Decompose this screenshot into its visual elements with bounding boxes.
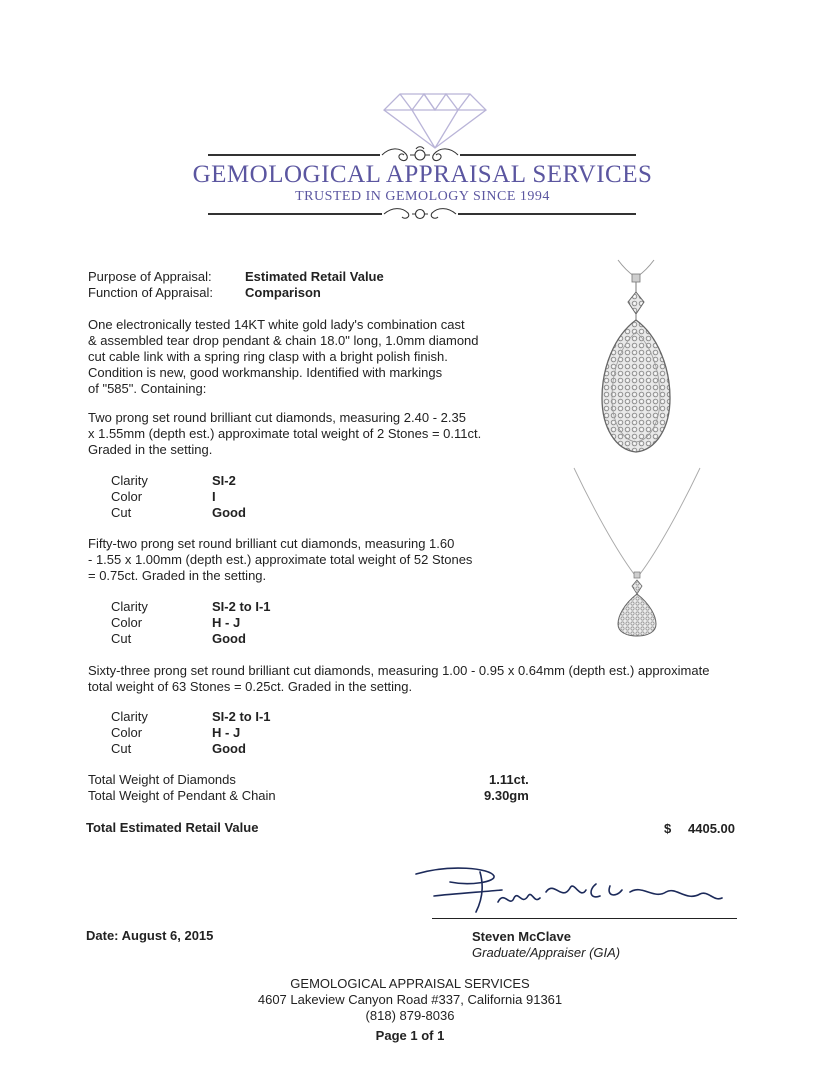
cut-value: Good bbox=[212, 741, 246, 756]
stone-description-line: total weight of 63 Stones = 0.25ct. Graded in the setting. bbox=[88, 679, 413, 694]
footer-address: 4607 Lakeview Canyon Road #337, California 91361 bbox=[257, 992, 563, 1007]
signature-line bbox=[432, 918, 737, 919]
description-line: cut cable link with a spring ring clasp with a bright polish finish. bbox=[88, 349, 448, 364]
company-tagline: TRUSTED IN GEMOLOGY SINCE 1994 bbox=[295, 189, 550, 204]
stone-group-3-description bbox=[88, 663, 709, 695]
footer-phone: (818) 879-8036 bbox=[365, 1008, 455, 1023]
appraiser-name: Steven McClave bbox=[472, 929, 571, 944]
cut-label: Cut bbox=[111, 631, 132, 646]
header-bottom-rule-left bbox=[208, 213, 382, 215]
color-value: H - J bbox=[212, 725, 241, 740]
header-bottom-rule-right bbox=[458, 213, 636, 215]
stone-description-line: Graded in the setting. bbox=[88, 442, 213, 457]
header-top-rule-left bbox=[208, 154, 380, 156]
cut-label: Cut bbox=[111, 741, 132, 756]
description-line: of "585". Containing: bbox=[88, 381, 207, 396]
company-name: GEMOLOGICAL APPRAISAL SERVICES bbox=[192, 161, 653, 188]
currency-symbol: $ bbox=[664, 821, 672, 836]
cut-label: Cut bbox=[111, 505, 132, 520]
purpose-value: Estimated Retail Value bbox=[245, 269, 384, 284]
stone-description-line: Fifty-two prong set round brilliant cut diamonds, measuring 1.60 bbox=[88, 536, 455, 551]
item-description bbox=[88, 317, 479, 397]
appraiser-signature bbox=[410, 862, 740, 922]
footer-company: GEMOLOGICAL APPRAISAL SERVICES bbox=[290, 976, 530, 991]
stone-description-line: Sixty-three prong set round brilliant cut diamonds, measuring 1.00 - 0.95 x 0.64mm (depth est.) approximate bbox=[88, 663, 710, 678]
diamond-logo bbox=[380, 92, 490, 150]
stone-description-line: Two prong set round brilliant cut diamonds, measuring 2.40 - 2.35 bbox=[88, 410, 466, 425]
pendant-chain-image bbox=[570, 466, 704, 638]
clarity-value: SI-2 to I-1 bbox=[212, 709, 271, 724]
stone-description-line: - 1.55 x 1.00mm (depth est.) approximate total weight of 52 Stones bbox=[88, 552, 473, 567]
function-label: Function of Appraisal: bbox=[88, 285, 214, 300]
pendant-closeup-image bbox=[596, 258, 676, 454]
clarity-label: Clarity bbox=[111, 473, 148, 488]
color-label: Color bbox=[111, 615, 143, 630]
stone-group-1-description bbox=[88, 410, 481, 458]
color-value: H - J bbox=[212, 615, 241, 630]
stone-group-2-description bbox=[88, 536, 472, 584]
clarity-value: SI-2 bbox=[212, 473, 236, 488]
clarity-value: SI-2 to I-1 bbox=[212, 599, 271, 614]
cut-value: Good bbox=[212, 631, 246, 646]
description-line: & assembled tear drop pendant & chain 18.0" long, 1.0mm diamond bbox=[88, 333, 479, 348]
appraisal-date: Date: August 6, 2015 bbox=[86, 928, 214, 943]
clarity-label: Clarity bbox=[111, 599, 148, 614]
color-label: Color bbox=[111, 725, 143, 740]
scroll-ornament-icon bbox=[382, 205, 458, 223]
total-retail-label: Total Estimated Retail Value bbox=[86, 820, 259, 835]
page-number: Page 1 of 1 bbox=[375, 1028, 445, 1043]
description-line: Condition is new, good workmanship. Identified with markings bbox=[88, 365, 443, 380]
function-value: Comparison bbox=[245, 285, 321, 300]
stone-description-line: x 1.55mm (depth est.) approximate total weight of 2 Stones = 0.11ct. bbox=[88, 426, 482, 441]
color-value: I bbox=[212, 489, 216, 504]
description-line: One electronically tested 14KT white gold lady's combination cast bbox=[88, 317, 465, 332]
clarity-label: Clarity bbox=[111, 709, 148, 724]
header-top-rule-right bbox=[460, 154, 636, 156]
total-retail-value: 4405.00 bbox=[688, 821, 735, 836]
purpose-label: Purpose of Appraisal: bbox=[88, 269, 212, 284]
total-item-value: 9.30gm bbox=[484, 788, 529, 803]
total-diamonds-value: 1.11ct. bbox=[489, 772, 529, 787]
appraiser-title: Graduate/Appraiser (GIA) bbox=[472, 945, 621, 960]
total-item-label: Total Weight of Pendant & Chain bbox=[88, 788, 276, 803]
total-diamonds-label: Total Weight of Diamonds bbox=[88, 772, 236, 787]
color-label: Color bbox=[111, 489, 143, 504]
cut-value: Good bbox=[212, 505, 246, 520]
stone-description-line: = 0.75ct. Graded in the setting. bbox=[88, 568, 267, 583]
